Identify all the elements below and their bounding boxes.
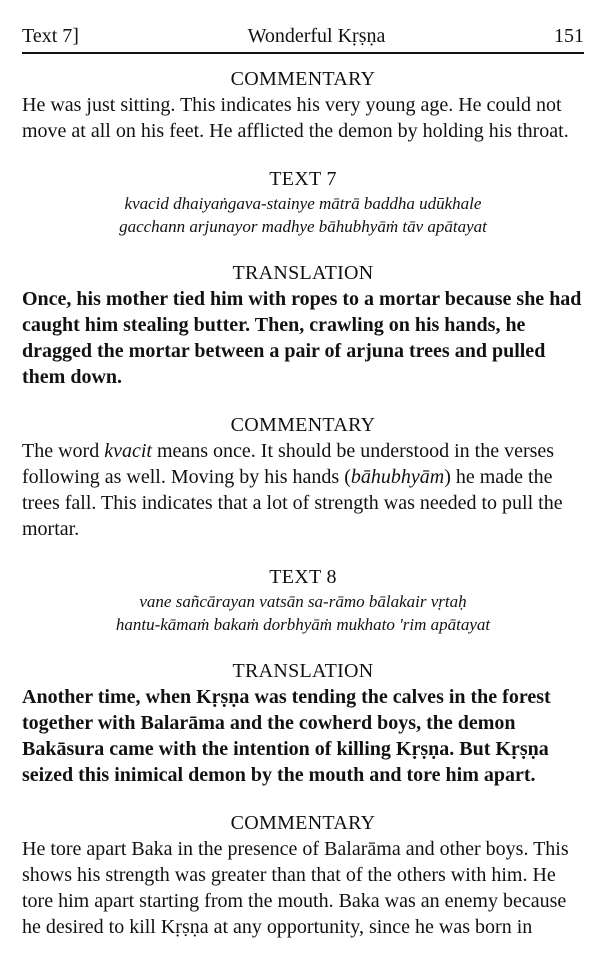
running-header — [22, 22, 584, 54]
translation-block-8 — [22, 658, 584, 788]
commentary-paragraph: He was just sitting. This indicates his very young age. He could not move at all on his feet. He afflicted the demon by holding his throat. — [22, 94, 569, 142]
text-8-block — [22, 564, 584, 636]
commentary-block-1 — [22, 66, 584, 144]
commentary-block-3 — [22, 810, 584, 940]
commentary-heading: COMMENTARY — [230, 68, 376, 90]
header-section-ref: Text 7] — [22, 25, 79, 47]
verse-heading: TEXT 7 — [269, 168, 337, 190]
commentary-text: ) he made the trees fall. This indicates that a lot of strength was needed to pull the mortar. — [22, 466, 563, 540]
page-number: 151 — [554, 25, 584, 47]
verse-line: hantu-kāmaṁ bakaṁ dorbhyāṁ mukhato 'rim apātayat — [115, 615, 491, 634]
header-title: Wonderful Kṛṣṇa — [247, 25, 386, 47]
verse-line: gacchann arjunayor madhye bāhubhyāṁ tāv apātayat — [119, 217, 487, 236]
verse-line: vane sañcārayan vatsān sa-rāmo bālakair vṛtaḥ — [139, 592, 467, 611]
translation-paragraph: Once, his mother tied him with ropes to a mortar because she had caught him stealing butter. Then, crawling on his hands, he dragged the mortar between a pair of arjuna trees and pulled them down. — [22, 288, 582, 388]
verse-heading: TEXT 8 — [269, 566, 337, 588]
text-7-block — [22, 166, 584, 238]
commentary-paragraph: He tore apart Baka in the presence of Balarāma and other boys. This shows his strength was greater than that of the others with him. He tore him apart starting from the mouth. Baka was an enemy because he desired to kill Kṛṣṇa at any opportunity, since he was born in — [22, 838, 569, 938]
translation-block-7 — [22, 260, 584, 390]
commentary-text: means once. It should be understood in the verses following as well. Moving by his hands ( — [22, 440, 555, 488]
translation-heading: TRANSLATION — [232, 660, 374, 682]
verse-line: kvacid dhaiyaṅgava-stainye mātrā baddha udūkhale — [124, 194, 482, 213]
commentary-heading: COMMENTARY — [230, 812, 376, 834]
book-page — [22, 22, 584, 940]
commentary-block-2 — [22, 412, 584, 542]
translation-paragraph: Another time, when Kṛṣṇa was tending the calves in the forest together with Balarāma and the cowherd boys, the demon Bakāsura came with the intention of killing Kṛṣṇa. But Kṛṣṇa seized this inimical demon by the mouth and tore him apart. — [22, 686, 551, 786]
sanskrit-term: bāhubhyām — [350, 466, 445, 488]
commentary-text: The word — [22, 440, 105, 462]
commentary-paragraph — [22, 438, 584, 542]
sanskrit-term: kvacit — [104, 440, 152, 462]
translation-heading: TRANSLATION — [232, 262, 374, 284]
commentary-heading: COMMENTARY — [230, 414, 376, 436]
